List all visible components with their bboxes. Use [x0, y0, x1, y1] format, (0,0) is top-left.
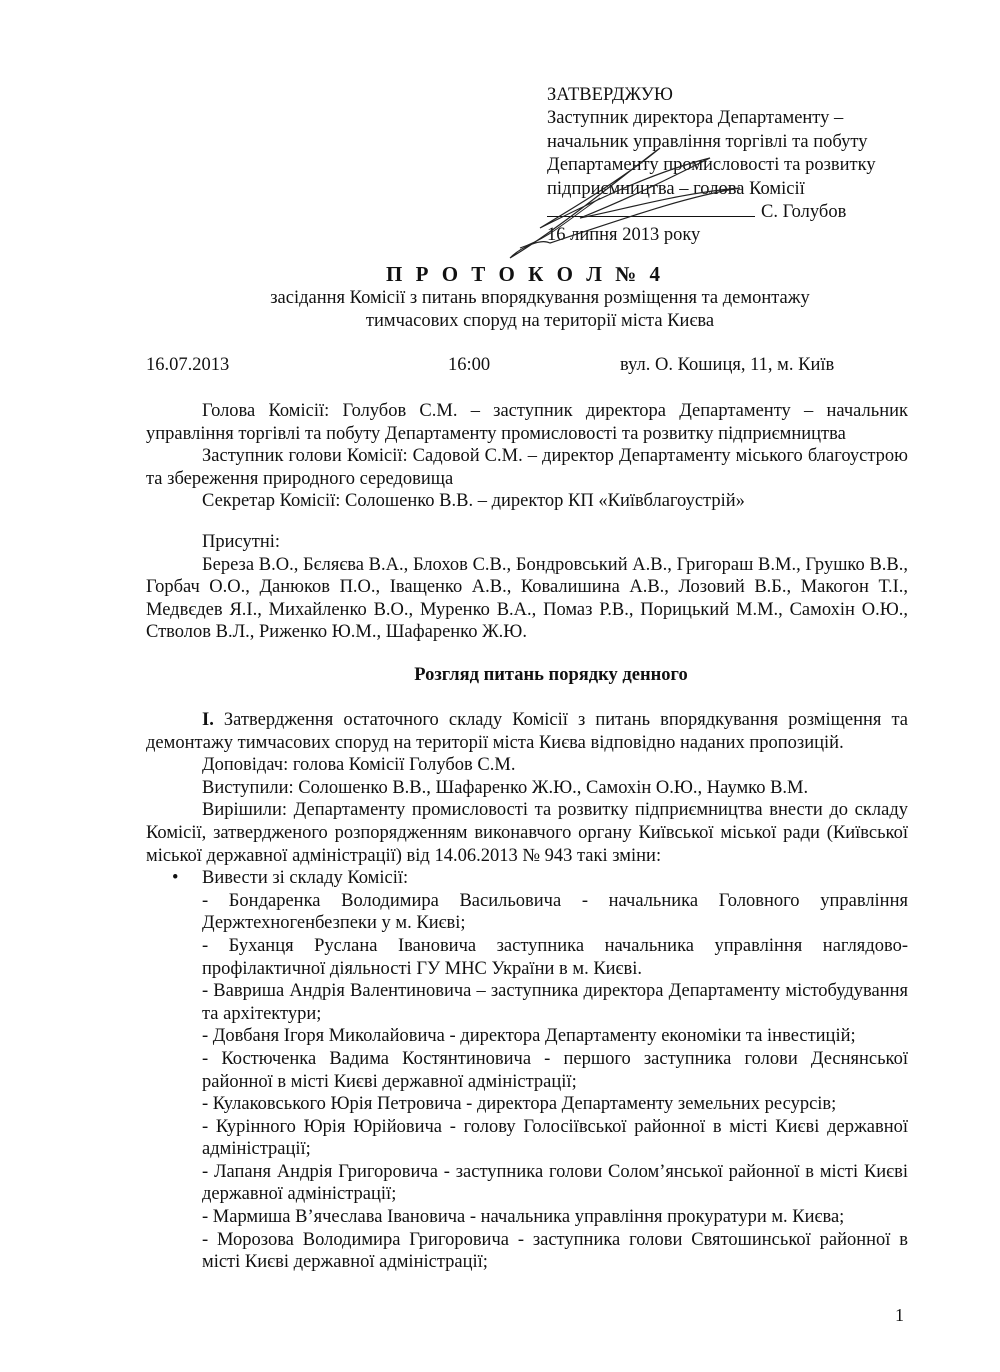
- approval-date: 16 липня 2013 року: [547, 225, 701, 246]
- approval-line: Заступник директора Департаменту –: [547, 108, 844, 129]
- signatory-name: С. Голубов: [761, 202, 847, 223]
- list-item: - Костюченка Вадима Костянтиновича - першого заступника голови Деснянської районної в місті Києві державної адміністрації;: [202, 1048, 908, 1092]
- meeting-address: вул. О. Кошиця, 11, м. Київ: [620, 355, 835, 375]
- attendees-label: Присутні:: [202, 532, 280, 552]
- subtitle-line: засідання Комісії з питань впорядкування розміщення та демонтажу: [270, 288, 810, 308]
- approval-heading: ЗАТВЕРДЖУЮ: [547, 85, 673, 105]
- signature-line: [547, 202, 755, 217]
- meeting-time: 16:00: [448, 355, 491, 375]
- bullet-icon: •: [172, 868, 179, 889]
- page-number: 1: [895, 1305, 904, 1325]
- bullet-item: [146, 867, 908, 890]
- bullet-text: Вивести зі складу Комісії:: [202, 868, 409, 889]
- officials-block: [146, 400, 908, 513]
- list-item: - Довбаня Ігоря Миколайовича - директора Департаменту економіки та інвестицій;: [202, 1026, 856, 1047]
- spoke-paragraph: Виступили: Солошенко В.В., Шафаренко Ж.Ю., Самохін О.Ю., Наумко В.М.: [202, 777, 809, 798]
- approval-line: начальник управління торгівлі та побуту: [547, 131, 868, 152]
- list-item: - Бондаренка Володимира Васильовича - начальника Головного управління Держтехногенбезпеки у м. Києві;: [202, 890, 908, 934]
- attendees-list: Береза В.О., Бєляєва В.А., Блохов С.В., Бондровський А.В., Григораш В.М., Грушко В.В., Горбач О.О., Данюков П.О., Іващенко А.В., Ковалишина А.В., Лозовий В.Б., Макогон Т.І., Медвєдев Я.І., Михайленко В.О., Муренко В.А., Помаз Р.В., Порицький М.М., Самохін О.Ю., Стволов В.Л., Риженко Ю.М., Шафаренко Ж.Ю.: [146, 554, 908, 643]
- agenda-heading: Розгляд питань порядку денного: [414, 665, 688, 685]
- approval-line: підприємництва – голова Комісії: [547, 178, 805, 199]
- protocol-title: П Р О Т О К О Л № 4: [386, 262, 664, 286]
- speaker-paragraph: Доповідач: голова Комісії Голубов С.М.: [202, 755, 516, 776]
- deputy-paragraph: Заступник голови Комісії: Садовой С.М. – директор Департаменту міського благоустрою та збереження природного середовища: [146, 446, 908, 489]
- agenda-item-text: Затвердження остаточного складу Комісії з питань впорядкування розміщення та демонтажу тимчасових споруд на території міста Києва відповідно наданих пропозицій.: [146, 710, 908, 753]
- approval-block: [547, 84, 947, 248]
- agenda-item: [146, 709, 908, 1274]
- agenda-item-paragraph: [146, 709, 908, 754]
- removed-members-list: [146, 890, 908, 1274]
- attendees-block: [146, 531, 908, 644]
- list-item: - Лапаня Андрія Григоровича - заступника голови Солом’янської районної в місті Києві державної адміністрації;: [202, 1161, 908, 1205]
- chair-paragraph: Голова Комісії: Голубов С.М. – заступник директора Департаменту – начальник управління торгівлі та побуту Департаменту промисловості та розвитку підприємництва: [146, 401, 908, 444]
- signature-line-row: [547, 201, 947, 224]
- agenda-item-number: I.: [202, 710, 214, 730]
- meeting-date: 16.07.2013: [146, 355, 230, 375]
- list-item: - Вавриша Андрія Валентиновича – заступника директора Департаменту містобудування та архітектури;: [202, 981, 908, 1024]
- list-item: - Морозова Володимира Григоровича - заступника голови Святошинської районної в місті Києві державної адміністрації;: [202, 1229, 908, 1273]
- protocol-subtitle: [130, 287, 950, 333]
- list-item: - Буханця Руслана Івановича заступника начальника управління наглядово-профілактичної діяльності ГУ МНС України в м. Києві.: [202, 935, 908, 979]
- decision-paragraph: Вирішили: Департаменту промисловості та розвитку підприємництва внести до складу Комісії, затвердженого розпорядженням виконавчого органу Київської міської ради (Київської міської державної адміністрації) від 14.06.2013 № 943 такі зміни:: [146, 800, 908, 866]
- list-item: - Мармиша В’ячеслава Івановича - начальника управління прокуратури м. Києва;: [202, 1207, 845, 1228]
- secretary-paragraph: Секретар Комісії: Солошенко В.В. – директор КП «Київблагоустрій»: [202, 491, 745, 512]
- list-item: - Кулаковського Юрія Петровича - директора Департаменту земельних ресурсів;: [202, 1094, 837, 1115]
- subtitle-line: тимчасових споруд на території міста Києва: [365, 311, 715, 331]
- approval-line: Департаменту промисловості та розвитку: [547, 155, 876, 176]
- list-item: - Курінного Юрія Юрійовича - голову Голосіївської районної в місті Києві державної адміністрації;: [202, 1116, 908, 1160]
